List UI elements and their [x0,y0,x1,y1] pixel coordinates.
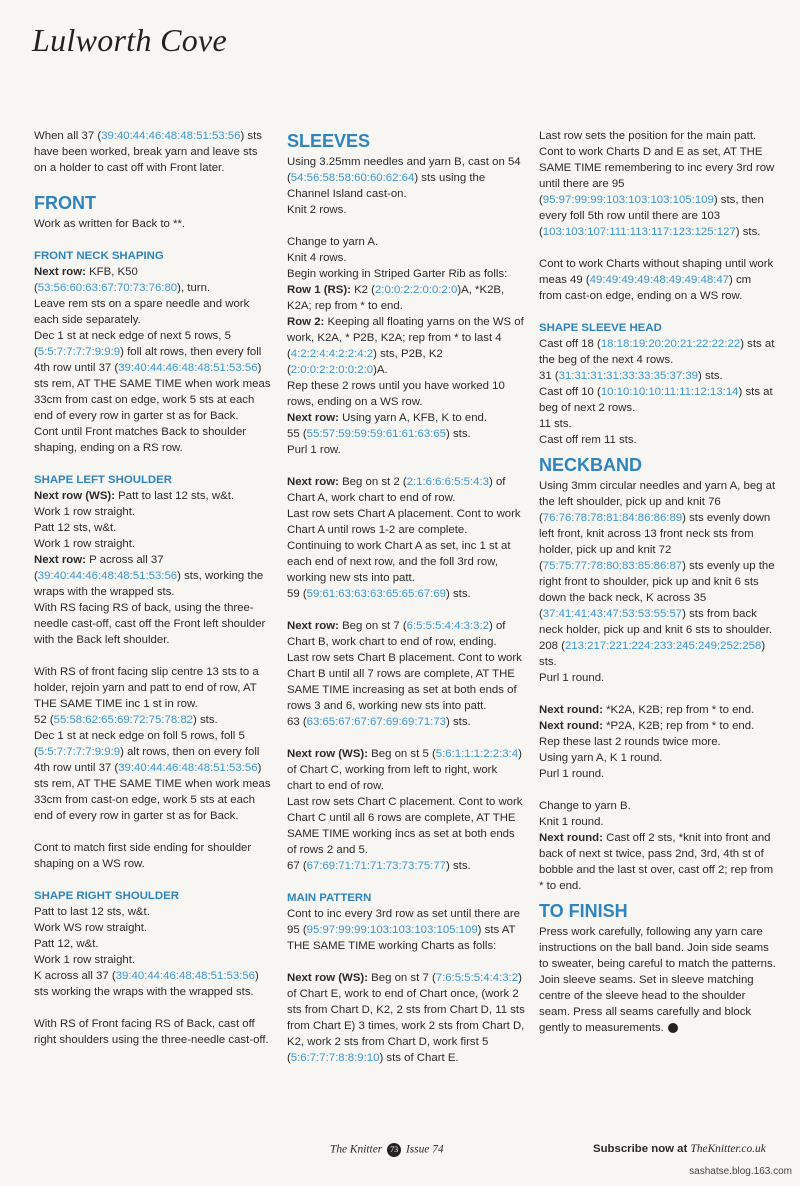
front-neck-lines [34,264,272,456]
text-line: Next round: Cast off 2 sts, *knit into front and back of next st twice, pass 2nd, 3rd, 4th st of bobble and the last st over, cast off 2; rep from * to end. [539,832,774,892]
issue-number: Issue 74 [405,1143,444,1156]
neckband-heading: NECKBAND [539,455,642,475]
sleeves-heading: SLEEVES [287,131,371,151]
site-link[interactable]: TheKnitter.co.uk [690,1143,766,1155]
end-mark-icon [668,1023,678,1033]
page-number-badge: 73 [387,1143,401,1157]
sleeve-head-heading: SHAPE SLEEVE HEAD [539,322,662,334]
front-neck-heading: FRONT NECK SHAPING [34,250,164,262]
finish-text [539,924,777,1036]
watermark: sashatse.blog.163.com [689,1166,792,1177]
text-line: Last row sets Chart C placement. Cont to work Chart C until all 6 rows are complete, AT THE SAME TIME working incs as set at both ends of rows 2 and 5. [287,796,523,856]
chart-e-text: Next row (WS): Beg on st 7 (7:6:5:5:5:4:4:3:2) of Chart E, work to end of Chart once, (work 2 sts from Chart D, K2, 2 sts from Chart D, 11 sts from Chart E) 3 times, work 2 sts from Chart D, K2, work 2 sts from Chart D, work first 5 (5:6:7:7:7:8:8:9:10) sts of Chart E. [287,972,525,1064]
text-line: Last row sets Chart A placement. Cont to work Chart A until rows 1-2 are complete. Continuing to work Chart A as set, inc 1 st at each end of next row, and the foll 3rd row, working new sts into patt. [287,508,521,584]
cont-text: Cont to match first side ending for shoulder shaping on a WS row. [34,842,252,870]
charts-no-shaping-text: Cont to work Charts without shaping until work meas 49 (49:49:49:49:48:49:49:48:47) cm from cast-on edge, ending on a WS row. [539,258,774,302]
text-line: 52 (55:58:62:65:69:72:75:78:82) sts. [34,714,218,726]
text-line: Purl 1 round. [539,768,605,780]
text-line: 31 (31:31:31:31:33:33:35:37:39) sts. [539,370,723,382]
text-line: Patt 12 sts, w&t. [34,522,117,534]
magazine-name: The Knitter [330,1143,383,1156]
front-heading: FRONT [34,193,96,213]
chart-b-lines [287,618,525,730]
text-line: Using yarn A, K 1 round. [539,752,663,764]
text-line: With RS facing RS of back, using the three-needle cast-off, cast off the Front left shoulder with the Back left shoulder. [34,602,266,646]
text-line: Next round: *K2A, K2B; rep from * to end. [539,704,755,716]
sleeves-intro [287,154,525,218]
text-line: Change to yarn B. [539,800,631,812]
text-line: Purl 1 row. [287,444,341,456]
text-line: Next row (WS): Beg on st 5 (5:6:1:1:1:2:2:3:4) of Chart C, working from left to right, work chart to end of row. [287,748,522,792]
footer-subscribe [593,1143,766,1155]
text-line: Knit 2 rows. [287,204,347,216]
text-line: K across all 37 (39:40:44:46:48:48:51:53:56) sts working the wraps with the wrapped sts. [34,970,259,998]
centre-lines [34,664,272,824]
final-cast-off-text: With RS of Front facing RS of Back, cast off right shoulders using the three-needle cast-off. [34,1018,269,1046]
text-line: Work 1 row straight. [34,506,136,518]
chart-a-lines [287,474,525,602]
text-line: Patt to last 12 sts, w&t. [34,906,150,918]
left-shoulder-lines [34,488,272,648]
right-shoulder-lines [34,904,272,1000]
text-line: Row 2: Keeping all floating yarns on the WS of work, K2A, * P2B, K2A; rep from * to last 4 (4:2:2:4:4:2:2:4:2) sts, P2B, K2 (2:0:0:2:2:0:0:2:0)A. [287,316,524,376]
text-line: 67 (67:69:71:71:71:73:73:75:77) sts. [287,860,471,872]
rib-round-lines [539,702,777,782]
sleeve-head-lines [539,336,777,448]
column-2 [287,128,525,1082]
text-line: 55 (55:57:59:59:59:61:61:63:65) sts. [287,428,471,440]
text-line: Change to yarn A. [287,236,379,248]
text-line: Knit 1 round. [539,816,604,828]
text-line: Begin working in Striped Garter Rib as folls: [287,268,508,280]
text-line: Next row: KFB, K50 (53:56:60:63:67:70:73:76:80), turn. [34,266,211,294]
text-line: Dec 1 st at neck edge on foll 5 rows, foll 5 (5:5:7:7:7:7:9:9:9) alt rows, then on every foll 4th row until 37 (39:40:44:46:48:48:51:53:56) sts rem, AT THE SAME TIME when work meas 33cm from cast-on edge, work 5 sts at each end of every row in garter st as for Back. [34,730,271,822]
text-line: 59 (59:61:63:63:63:65:65:67:69) sts. [287,588,471,600]
front-text: Work as written for Back to **. [34,218,186,230]
text-line: Knit 4 rows. [287,252,347,264]
text-line: Dec 1 st at neck edge of next 5 rows, 5 (5:5:7:7:7:7:9:9:9) foll alt rows, then every foll 4th row until 37 (39:40:44:46:48:48:51:53:56) sts rem, AT THE SAME TIME when work meas 33cm from cast on edge, work 5 sts at each end of every row in garter st as for Back. [34,330,271,422]
text-line: Next row: Beg on st 2 (2:1:6:6:6:5:5:4:3) of Chart A, work chart to end of row. [287,476,506,504]
text-line: Work 1 row straight. [34,954,136,966]
text-line: 63 (63:65:67:67:67:69:69:71:73) sts. [287,716,471,728]
column-3 [539,128,777,1052]
footer-magazine [330,1143,444,1157]
main-patt-cont-text: Last row sets the position for the main patt. Cont to work Charts D and E as set, AT THE SAME TIME remembering to inc every 3rd row until there are 95 (95:97:99:99:103:103:103:105:109) sts, then every foll 5th row until there are 103 (103:103:107:111:113:117:123:125:127) sts. [539,130,775,238]
text-line: Row 1 (RS): K2 (2:0:0:2:2:0:0:2:0)A, *K2B, K2A; rep from * to end. [287,284,505,312]
text-line: Leave rem sts on a spare needle and work each side separately. [34,298,250,326]
subscribe-text: Subscribe now at [593,1143,688,1155]
text-line: Patt 12, w&t. [34,938,99,950]
page-title: Lulworth Cove [32,22,228,58]
text-line: 208 (213:217:221:224:233:245:249:252:258) sts. [539,640,766,668]
text-line: Next row: Beg on st 7 (6:5:5:5:4:4:3:3:2) of Chart B, work chart to end of row, ending. [287,620,506,648]
left-shoulder-heading: SHAPE LEFT SHOULDER [34,474,172,486]
text-line: Rep these last 2 rounds twice more. [539,736,721,748]
text-line: Using 3.25mm needles and yarn B, cast on 54 (54:56:58:58:60:60:62:64) sts using the Channel Island cast-on. [287,156,521,200]
text-line: Using 3mm circular needles and yarn A, beg at the left shoulder, pick up and knit 76 (76:76:78:78:81:84:86:86:89) sts evenly down left front, knit across 13 front neck sts from holder, pick up and knit 72 (75:75:77:78:80:83:85:86:87) sts evenly up the right front to shoulder, pick up and knit 6 sts down the back neck, K across 35 (37:41:41:43:47:53:53:55:57) sts from back neck holder, pick up and knit 6 sts to shoulder. [539,480,776,636]
main-pattern-heading: MAIN PATTERN [287,892,372,904]
text-line: Rep these 2 rows until you have worked 10 rows, ending on a WS row. [287,380,505,408]
text-line: Last row sets Chart B placement. Cont to work Chart B until all 7 rows are complete, AT THE SAME TIME increasing as set at both ends of rows 3 and 6, working new sts into patt. [287,652,522,712]
right-shoulder-heading: SHAPE RIGHT SHOULDER [34,890,179,902]
back-ending-text: When all 37 (39:40:44:46:48:48:51:53:56) sts have been worked, break yarn and leave sts on a holder to cast off with Front later. [34,130,262,174]
text-line: Next round: *P2A, K2B; rep from * to end. [539,720,755,732]
striped-rib-lines [287,234,525,458]
main-pattern-text: Cont to inc every 3rd row as set until there are 95 (95:97:99:99:103:103:103:105:109) sts AT THE SAME TIME working Charts as folls: [287,908,520,952]
text-line: 11 sts. [539,418,572,430]
text-line: Cont until Front matches Back to shoulder shaping, ending on a RS row. [34,426,247,454]
text-line: Cast off rem 11 sts. [539,434,637,446]
text-line: Cast off 18 (18:18:19:20:20:21:22:22:22) sts at the beg of the next 4 rows. [539,338,775,366]
text-line: Next row: P across all 37 (39:40:44:46:48:48:51:53:56) sts, working the wraps with the wrapped sts. [34,554,264,598]
column-1 [34,128,272,1064]
text-line: Purl 1 round. [539,672,605,684]
text-line: Work WS row straight. [34,922,148,934]
text-line: Cast off 10 (10:10:10:10:11:11:12:13:14) sts at beg of next 2 rows. [539,386,773,414]
text-line: Work 1 row straight. [34,538,136,550]
text-line: Next row (WS): Patt to last 12 sts, w&t. [34,490,235,502]
chart-c-lines [287,746,525,874]
neckband-lines [539,478,777,686]
text-line: With RS of front facing slip centre 13 sts to a holder, rejoin yarn and patt to end of row, AT THE SAME TIME inc 1 st in row. [34,666,259,710]
finish-text-content: Press work carefully, following any yarn care instructions on the ball band. Join side seams to sweater, being careful to match the patterns. Join sleeve seams. Set in sleeve matching centre of the sleeve head to the shoulder seam. Press all seams carefully and block gently to measurements. [539,926,776,1034]
bobble-lines [539,798,777,894]
finish-heading: TO FINISH [539,901,628,921]
text-line: Next row: Using yarn A, KFB, K to end. [287,412,488,424]
